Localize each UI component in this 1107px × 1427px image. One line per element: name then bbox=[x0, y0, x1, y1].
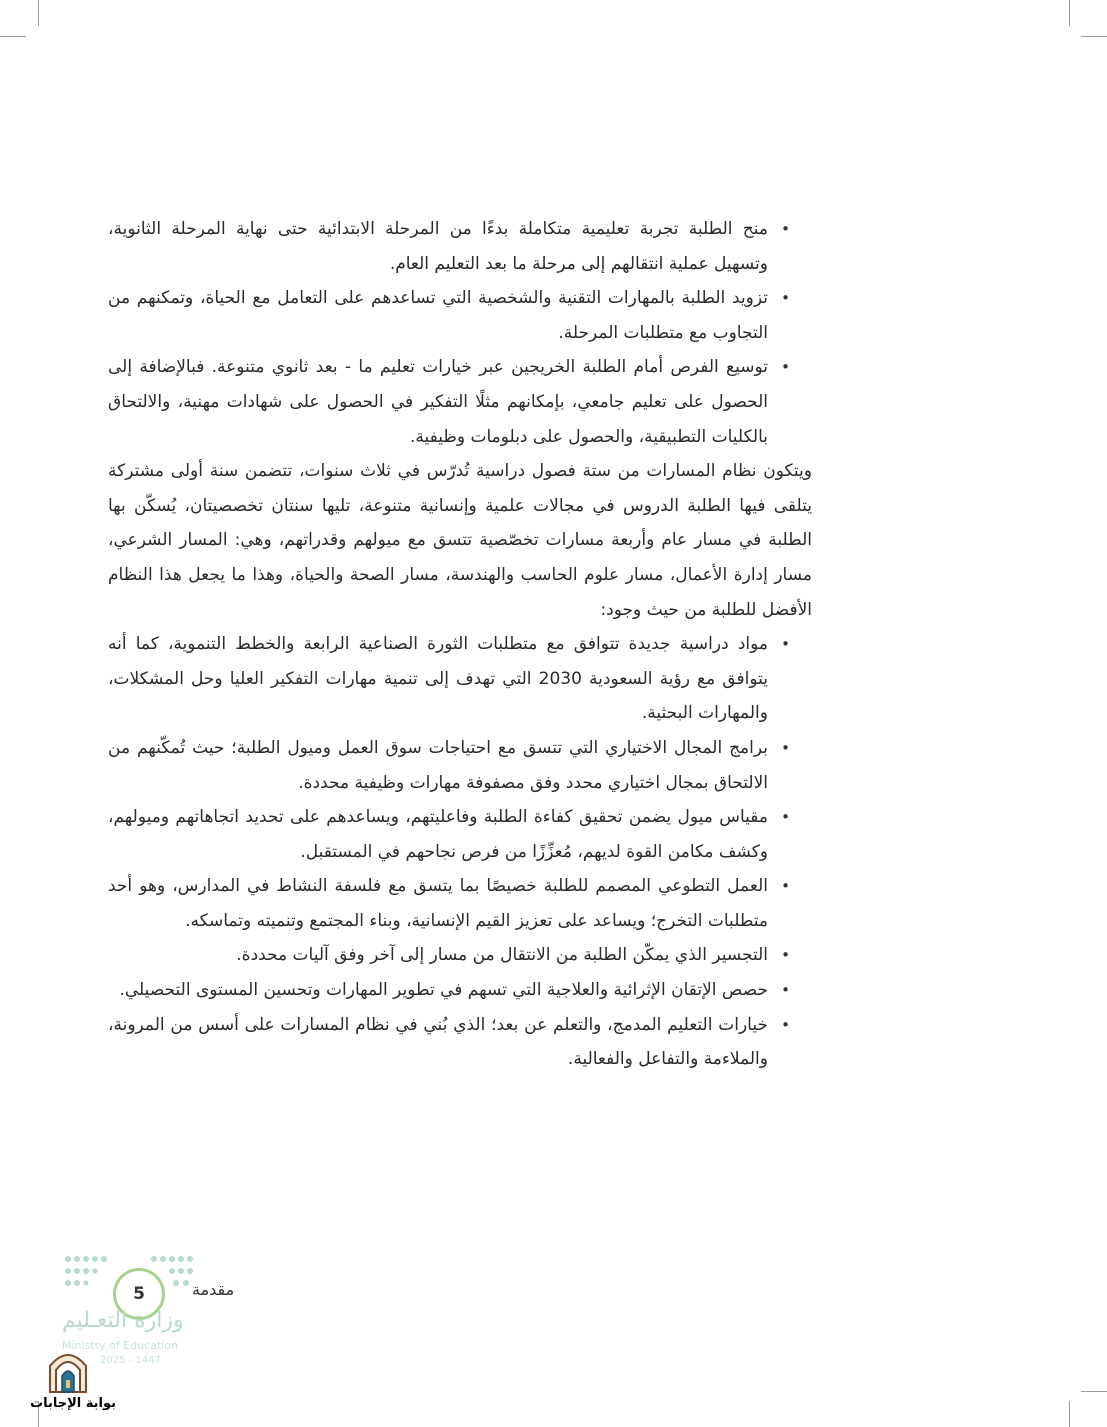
gate-label: بوابة الإجابات bbox=[30, 1396, 116, 1411]
intro-bullet-list bbox=[108, 212, 790, 454]
crop-mark bbox=[0, 36, 26, 37]
list-item: • مقياس ميول يضمن تحقيق كفاءة الطلبة وفاعليتهم، ويساعدهم على تحديد اتجاهاتهم وميولهم، وكشف مكامن القوة لديهم، مُعزِّزًا من فرص نجاحهم في المستقبل. bbox=[108, 800, 768, 869]
ministry-logo-year: 2025 - 1447 bbox=[100, 1355, 161, 1366]
list-item: • تزويد الطلبة بالمهارات التقنية والشخصية التي تساعدهم على التعامل مع الحياة، وتمكنهم من التجاوب مع متطلبات المرحلة. bbox=[108, 281, 768, 350]
page-number: 5 bbox=[133, 1284, 145, 1304]
list-item: • منح الطلبة تجربة تعليمية متكاملة بدءًا من المرحلة الابتدائية حتى نهاية المرحلة الثانوية، وتسهيل عملية انتقالهم إلى مرحلة ما بعد التعليم العام. bbox=[108, 212, 768, 281]
section-label: مقدمة bbox=[192, 1280, 235, 1299]
ministry-logo-arabic: وزارة التعـليم bbox=[62, 1308, 184, 1333]
paths-paragraph: ويتكون نظام المسارات من ستة فصول دراسية تُدرّس في ثلاث سنوات، تتضمن سنة أولى مشتركة يتلقى فيها الطلبة الدروس في مجالات علمية وإنسانية متنوعة، تليها سنتان تخصصيتان، يُسكّن بها الطلبة في مسار عام وأربعة مسارات تخصّصية تتسق مع ميولهم وقدراتهم، وهي: المسار الشرعي، مسار إدارة الأعمال، مسار علوم الحاسب والهندسة، مسار الصحة والحياة، وهذا ما يجعل هذا النظام الأفضل للطلبة من حيث وجود: bbox=[108, 461, 812, 620]
list-item: • خيارات التعليم المدمج، والتعلم عن بعد؛ الذي بُني في نظام المسارات على أسس من المرونة، والملاءمة والتفاعل والفعالية. bbox=[108, 1008, 768, 1077]
features-bullet-list bbox=[108, 627, 790, 1077]
bullet-icon: • bbox=[781, 220, 790, 238]
bullet-icon: • bbox=[781, 877, 790, 896]
crop-mark bbox=[38, 0, 39, 26]
list-item: • برامج المجال الاختياري التي تتسق مع احتياجات سوق العمل وميول الطلبة؛ حيث تُمكّنهم من الالتحاق بمجال اختياري محدد وفق مصفوفة مهارات وظيفية محددة. bbox=[108, 731, 768, 800]
page-body bbox=[108, 212, 812, 1077]
bullet-icon: • bbox=[781, 635, 790, 654]
gate-icon bbox=[46, 1346, 90, 1394]
bullet-icon: • bbox=[781, 738, 790, 757]
crop-mark bbox=[1081, 36, 1107, 37]
list-item: • توسيع الفرص أمام الطلبة الخريجين عبر خيارات تعليم ما - بعد ثانوي متنوعة. فبالإضافة إلى الحصول على تعليم جامعي، بإمكانهم مثلًا التفكير في الحصول على شهادات مهنية، والالتحاق بالكليات التطبيقية، والحصول على دبلومات وظيفية. bbox=[108, 350, 768, 454]
bullet-icon: • bbox=[781, 946, 790, 965]
bullet-icon: • bbox=[781, 981, 790, 1000]
list-item: • العمل التطوعي المصمم للطلبة خصيصًا بما يتسق مع فلسفة النشاط في المدارس، وهو أحد متطلبات التخرج؛ ويساعد على تعزيز القيم الإنسانية، وبناء المجتمع وتنميته وتماسكه. bbox=[108, 869, 768, 938]
crop-mark bbox=[1069, 1401, 1070, 1427]
list-item: • حصص الإتقان الإثرائية والعلاجية التي تسهم في تطوير المهارات وتحسين المستوى التحصيلي. bbox=[108, 973, 768, 1008]
list-item: • التجسير الذي يمكّن الطلبة من الانتقال من مسار إلى آخر وفق آليات محددة. bbox=[108, 938, 768, 973]
crop-mark bbox=[1069, 0, 1070, 26]
bullet-icon: • bbox=[781, 358, 790, 377]
list-item: • مواد دراسية جديدة تتوافق مع متطلبات الثورة الصناعية الرابعة والخطط التنموية، كما أنه يتوافق مع رؤية السعودية 2030 التي تهدف إلى تنمية مهارات التفكير العليا وحل المشكلات، والمهارات البحثية. bbox=[108, 627, 768, 731]
ministry-logo-english: Ministry of Education bbox=[62, 1339, 179, 1352]
crop-mark bbox=[1081, 1391, 1107, 1392]
bullet-icon: • bbox=[781, 289, 790, 308]
bullet-icon: • bbox=[781, 808, 790, 827]
bullet-icon: • bbox=[781, 1015, 790, 1034]
